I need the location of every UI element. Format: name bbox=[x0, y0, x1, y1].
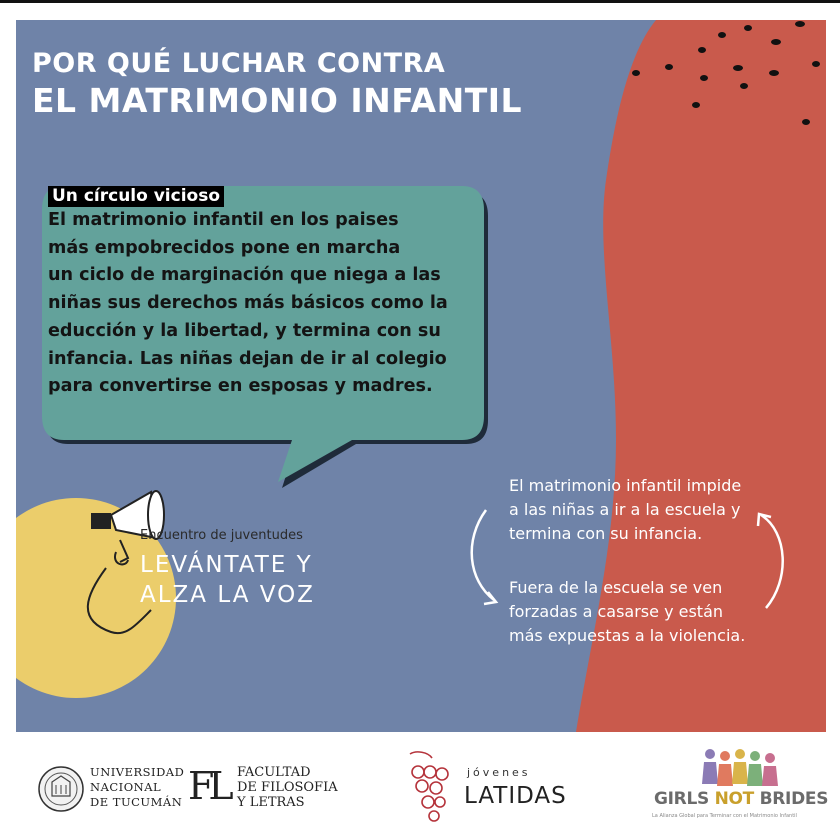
title-line-2: EL MATRIMONIO INFANTIL bbox=[32, 81, 523, 120]
bubble-line: para convertirse en esposas y madres. bbox=[48, 376, 433, 397]
ffyl-name bbox=[237, 765, 338, 810]
ffyl-line: FACULTAD bbox=[237, 765, 311, 780]
bubble-line: infancia. Las niñas dejan de ir al colegio bbox=[48, 348, 447, 369]
ffyl-line: DE FILOSOFIA bbox=[237, 780, 338, 795]
cycle-line: más expuestas a la violencia. bbox=[509, 626, 746, 645]
cycle-line: a las niñas a ir a la escuela y bbox=[509, 500, 741, 519]
jovenes-latidas-text: LATIDAS bbox=[464, 783, 567, 809]
gnb-not: NOT bbox=[714, 789, 754, 809]
unt-line: DE TUCUMÁN bbox=[90, 795, 183, 809]
cycle-text-top bbox=[509, 474, 741, 546]
unt-name bbox=[90, 765, 184, 810]
bubble-line: educción y la libertad, y termina con su bbox=[48, 320, 441, 341]
bubble-content bbox=[48, 186, 458, 401]
bubble-body bbox=[48, 207, 458, 401]
ffyl-monogram: FL bbox=[188, 764, 228, 808]
title-line-1: POR QUÉ LUCHAR CONTRA bbox=[32, 48, 446, 79]
unt-line: UNIVERSIDAD bbox=[90, 765, 185, 779]
top-border bbox=[0, 0, 840, 3]
cycle-line: termina con su infancia. bbox=[509, 524, 703, 543]
girls-not-brides-figures-icon bbox=[702, 749, 778, 786]
bubble-line: más empobrecidos pone en marcha bbox=[48, 237, 401, 258]
bubble-line: niñas sus derechos más básicos como la bbox=[48, 293, 448, 314]
event-title bbox=[140, 550, 315, 610]
unt-seal-icon bbox=[39, 767, 83, 811]
gnb-girls: GIRLS bbox=[654, 789, 709, 809]
event-title-line: ALZA LA VOZ bbox=[140, 582, 315, 608]
bubble-line: El matrimonio infantil en los paises bbox=[48, 210, 399, 230]
cycle-line: El matrimonio infantil impide bbox=[509, 476, 742, 495]
cycle-line: Fuera de la escuela se ven bbox=[509, 578, 723, 597]
gnb-tagline: La Alianza Global para Terminar con el Matrimonio Infantil bbox=[652, 813, 797, 819]
girls-not-brides-wordmark bbox=[654, 789, 828, 809]
gnb-brides: BRIDES bbox=[759, 789, 829, 809]
unt-line: NACIONAL bbox=[90, 780, 162, 794]
bubble-line: un ciclo de marginación que niega a las bbox=[48, 265, 441, 286]
cycle-text-bottom bbox=[509, 576, 745, 648]
ffyl-line: Y LETRAS bbox=[237, 795, 305, 810]
jovenes-small-text: jóvenes bbox=[467, 766, 531, 779]
grapes-logo-icon bbox=[410, 752, 448, 821]
cycle-arrow-left bbox=[472, 510, 494, 600]
event-subtitle: Encuentro de juventudes bbox=[140, 528, 303, 543]
event-title-line: LEVÁNTATE Y bbox=[140, 552, 313, 578]
cycle-line: forzadas a casarse y están bbox=[509, 602, 724, 621]
bubble-heading: Un círculo vicioso bbox=[48, 186, 224, 207]
